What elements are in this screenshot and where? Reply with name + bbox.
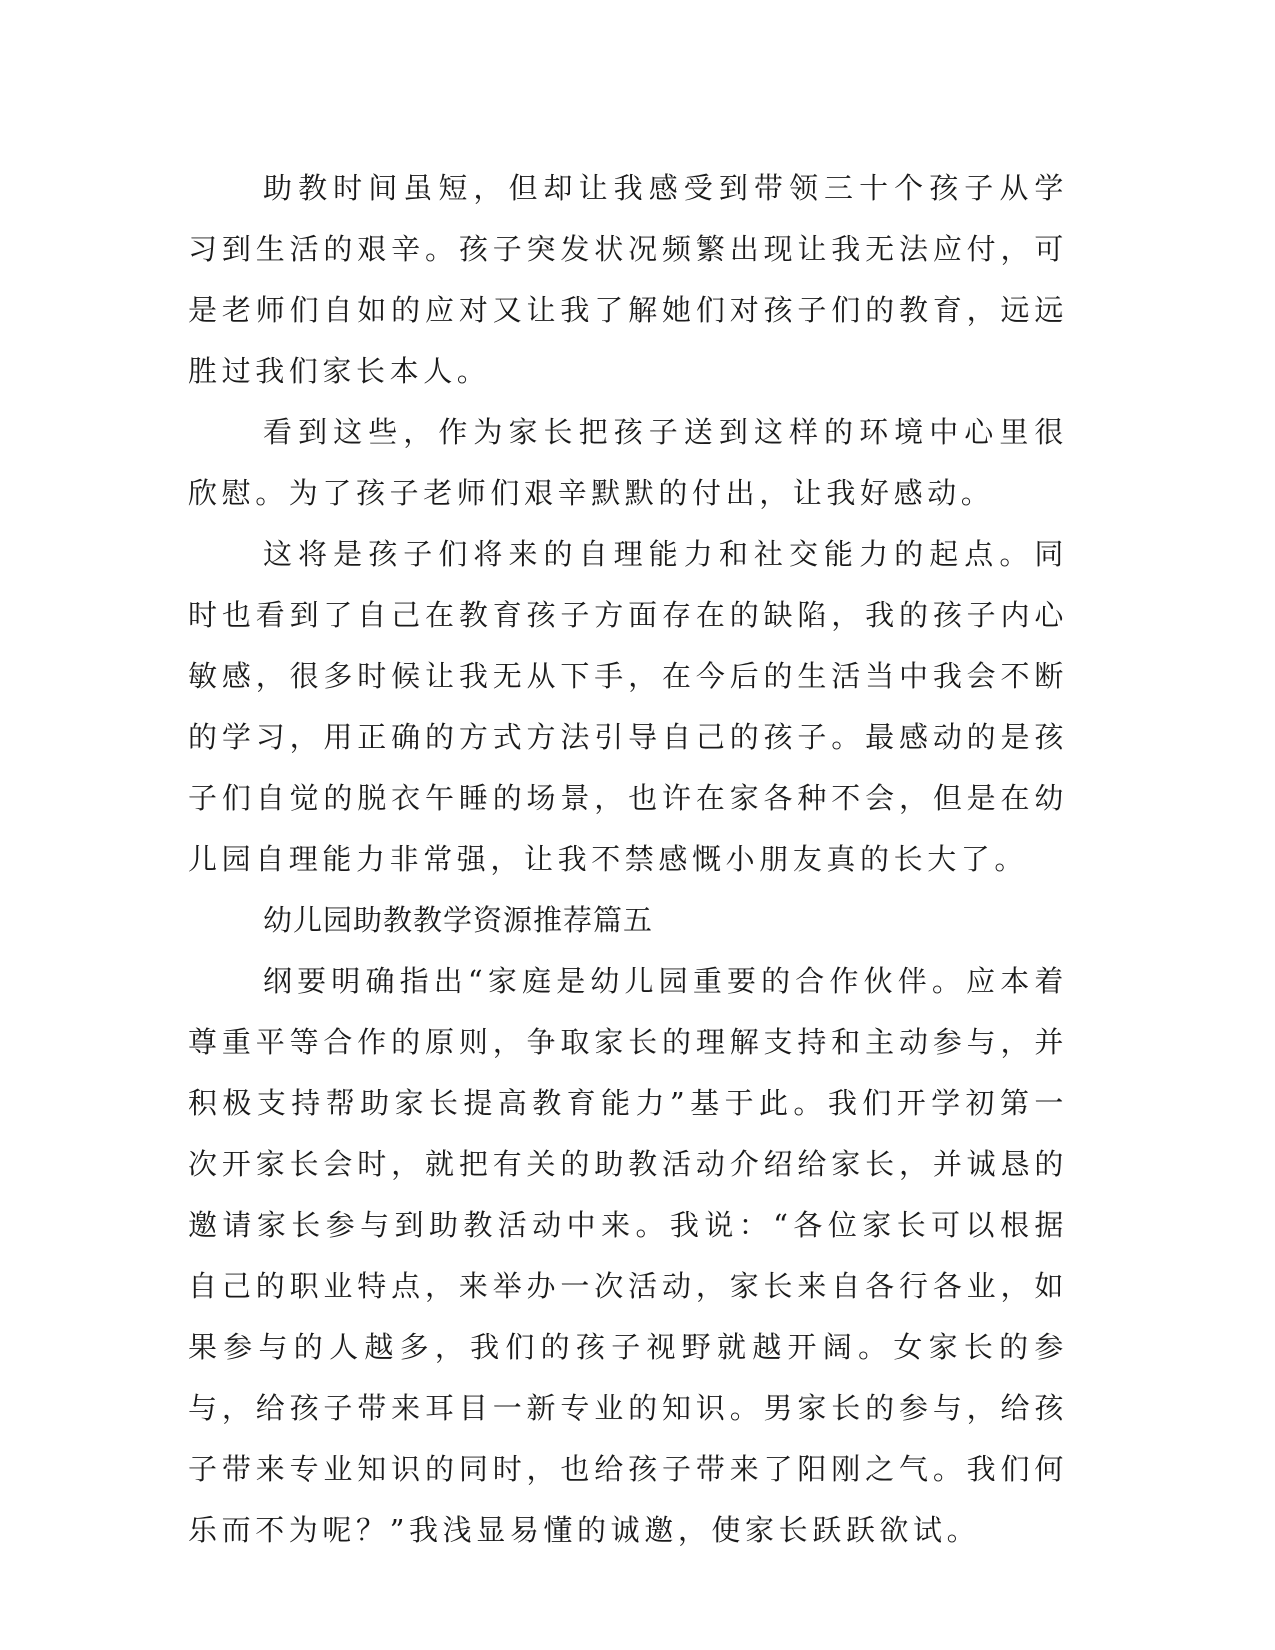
section-heading: 幼儿园助教教学资源推荐篇五: [263, 903, 654, 937]
paragraph-3: 这将是孩子们将来的自理能力和社交能力的起点。同时也看到了自己在教育孩子方面存在的缺陷，我的孩子内心敏感，很多时候让我无从下手，在今后的生活当中我会不断的学习，用正确的方式方法引导自己的孩子。最感动的是孩子们自觉的脱衣午睡的场景，也许在家各种不会，但是在幼儿园自理能力非常强，让我不禁感慨小朋友真的长大了。: [188, 537, 1068, 876]
section-paragraph-1: 纲要明确指出“家庭是幼儿园重要的合作伙伴。应本着尊重平等合作的原则，争取家长的理解支持和主动参与，并积极支持帮助家长提高教育能力”基于此。我们开学初第一次开家长会时，就把有关的助教活动介绍给家长，并诚恳的邀请家长参与到助教活动中来。我说：“各位家长可以根据自己的职业特点，来举办一次活动，家长来自各行各业，如果参与的人越多，我们的孩子视野就越开阔。女家长的参与，给孩子带来耳目一新专业的知识。男家长的参与，给孩子带来专业知识的同时，也给孩子带来了阳刚之气。我们何乐而不为呢？”我浅显易懂的诚邀，使家长跃跃欲试。: [188, 964, 1068, 1547]
document-body: [188, 158, 1068, 1561]
paragraph-1: 助教时间虽短，但却让我感受到带领三十个孩子从学习到生活的艰辛。孩子突发状况频繁出现让我无法应付，可是老师们自如的应对又让我了解她们对孩子们的教育，远远胜过我们家长本人。: [188, 171, 1068, 388]
paragraph-2: 看到这些，作为家长把孩子送到这样的环境中心里很欣慰。为了孩子老师们艰辛默默的付出，让我好感动。: [188, 415, 1068, 510]
